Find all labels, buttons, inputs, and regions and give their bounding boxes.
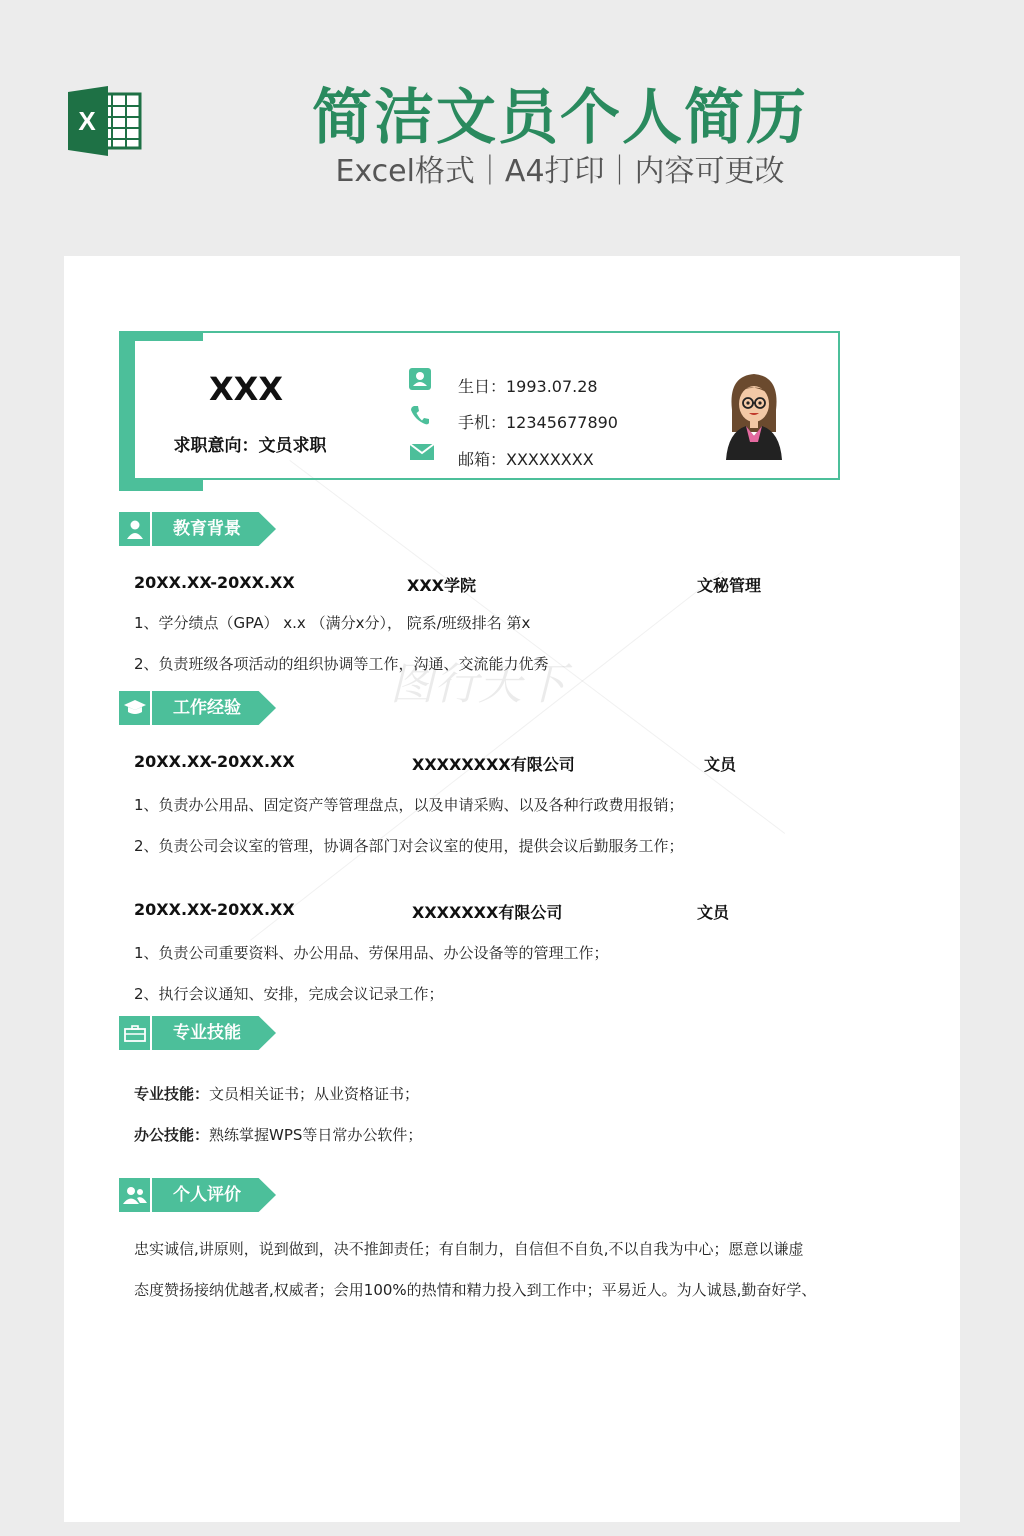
skill-pro-row	[134, 1083, 419, 1104]
skill-office-value: 熟练掌握WPS等日常办公软件；	[209, 1126, 423, 1144]
job-role: 文员	[704, 755, 737, 774]
section-title: 个人评价	[173, 1185, 241, 1205]
email-address: 邮箱：XXXXXXXX	[458, 450, 594, 469]
education-line: 2、负责班级各项活动的组织协调等工作，沟通、交流能力优秀	[134, 655, 549, 673]
job-date: 20XX.XX-20XX.XX	[134, 900, 295, 919]
graduation-cap-icon	[123, 699, 147, 717]
skill-pro-label: 专业技能：	[134, 1085, 210, 1103]
user-icon	[409, 368, 431, 390]
section-skills-header	[119, 1016, 279, 1050]
job-duty-line: 2、负责公司会议室的管理，协调各部门对会议室的使用，提供会议后勤服务工作；	[134, 837, 684, 855]
header-accent-bar	[119, 331, 135, 491]
job-duty-line: 1、负责公司重要资料、办公用品、劳保用品、办公设备等的管理工作；	[134, 944, 609, 962]
section-title: 教育背景	[173, 519, 241, 539]
header-accent-bottom	[119, 480, 203, 491]
job-company: XXXXXXXX有限公司	[412, 755, 575, 774]
education-school: XXX学院	[407, 576, 477, 595]
job-role: 文员	[697, 903, 730, 922]
job-intent: 求职意向：文员求职	[173, 436, 327, 456]
evaluation-line: 忠实诚信,讲原则，说到做到，决不推卸责任；有自制力，自信但不自负,不以自我为中心；愿意以谦虚	[134, 1240, 804, 1258]
job-date: 20XX.XX-20XX.XX	[134, 752, 295, 771]
section-title: 工作经验	[173, 698, 241, 718]
education-line: 1、学分绩点（GPA） x.x （满分x分）， 院系/班级排名 第x	[134, 614, 531, 632]
excel-logo-icon	[68, 86, 142, 156]
excel-logo-letter: X	[78, 106, 96, 136]
job-duty-line: 1、负责办公用品、固定资产等管理盘点，以及申请采购、以及各种行政费用报销；	[134, 796, 684, 814]
section-work-header	[119, 691, 279, 725]
mail-icon	[409, 441, 435, 463]
skill-office-label: 办公技能：	[134, 1126, 210, 1144]
skill-office-row	[134, 1124, 422, 1145]
briefcase-icon	[124, 1025, 146, 1042]
page-title: 简洁文员个人简历	[312, 83, 808, 153]
section-title: 专业技能	[173, 1023, 241, 1043]
section-evaluation-header	[119, 1178, 279, 1212]
candidate-name: XXX	[208, 370, 283, 408]
page-subtitle: Excel格式｜A4打印｜内容可更改	[335, 154, 785, 189]
evaluation-line: 态度赞扬接纳优越者,权威者；会用100%的热情和精力投入到工作中；平易近人。为人诚恳,勤奋好学、	[134, 1281, 817, 1299]
phone-icon	[409, 404, 431, 426]
education-date: 20XX.XX-20XX.XX	[134, 573, 295, 592]
job-duty-line: 2、执行会议通知、安排，完成会议记录工作；	[134, 985, 444, 1003]
phone-number: 手机：12345677890	[458, 413, 618, 432]
avatar	[722, 370, 786, 460]
person-icon	[125, 519, 145, 539]
header-accent-top	[119, 331, 203, 341]
watermark-text: 图行天下	[390, 659, 566, 710]
people-icon	[123, 1186, 147, 1204]
birth-date: 生日：1993.07.28	[458, 377, 598, 396]
skill-pro-value: 文员相关证书；从业资格证书；	[209, 1085, 420, 1103]
education-major: 文秘管理	[697, 576, 762, 595]
job-company: XXXXXXX有限公司	[412, 903, 563, 922]
section-education-header	[119, 512, 279, 546]
